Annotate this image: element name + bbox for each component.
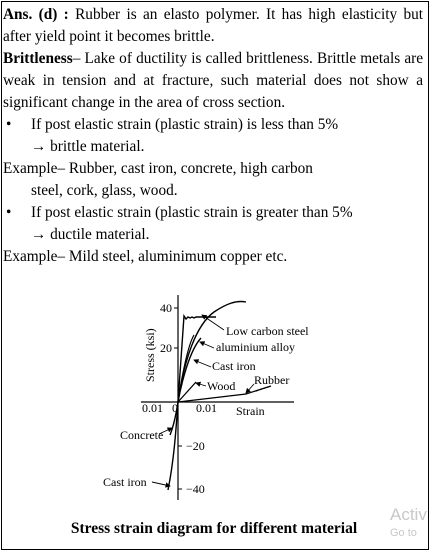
bullet-ductile: [3, 202, 423, 246]
y-tick-label: −20: [186, 439, 205, 453]
watermark-line: Activ: [390, 505, 427, 524]
y-axis-label: Stress (ksi): [143, 328, 157, 382]
answer-body: Rubber is an elasto polymer. It has high elasticity but after yield point it becomes brittle.: [3, 6, 423, 45]
example-brittle: [3, 158, 423, 180]
brittleness-body: – Lake of ductility is called brittleness. Brittle metals are weak in tension and at fracture, such material does not show a significant change in the area of cross section.: [3, 50, 423, 111]
x-tick-label: 0: [172, 401, 178, 415]
example-line: steel, cork, glass, wood.: [31, 182, 178, 199]
bullet-line: If post elastic strain (plastic strain is greater than 5%: [31, 204, 353, 221]
watermark-line: Go to: [390, 527, 417, 539]
bullet-line: If post elastic strain (plastic strain) is less than 5%: [31, 116, 339, 133]
activation-watermark: [390, 505, 427, 543]
bullet-marker: •: [6, 204, 12, 221]
curve-label: Concrete: [120, 428, 164, 442]
answer-label: Ans. (d) :: [3, 6, 69, 23]
curve-label: Rubber: [254, 373, 290, 387]
curve-label: Cast iron: [103, 475, 147, 489]
bullet-marker: •: [6, 116, 12, 133]
curve-label: Wood: [207, 379, 236, 393]
y-tick-label: 40: [160, 301, 172, 315]
stress-strain-figure: [96, 290, 336, 505]
y-tick-label: 20: [160, 341, 172, 355]
bullet-line: → brittle material.: [31, 138, 145, 155]
curve-cast-iron-compression: [168, 402, 178, 490]
curve-label: aluminium alloy: [216, 340, 295, 354]
brittleness-term: Brittleness: [3, 50, 73, 67]
example-ductile: [3, 246, 423, 268]
x-axis-label: Strain: [236, 404, 265, 418]
x-tick-label: 0.01: [196, 401, 217, 415]
figure-caption: Stress strain diagram for different material: [70, 520, 358, 537]
answer-paragraph: [3, 4, 423, 48]
curve-label: Cast iron: [212, 359, 256, 373]
example-line: Example– Mild steel, aluminimum copper etc.: [3, 248, 288, 265]
y-tick-label: −40: [186, 482, 205, 496]
x-tick-label: 0.01: [142, 401, 163, 415]
example-line: Example– Rubber, cast iron, concrete, high carbon: [3, 160, 313, 177]
curve-label: Low carbon steel: [226, 324, 309, 338]
bullet-line: → ductile material.: [31, 226, 150, 243]
bullet-brittle: [3, 114, 423, 158]
brittleness-paragraph: [3, 48, 423, 114]
answer-text: [3, 4, 423, 268]
